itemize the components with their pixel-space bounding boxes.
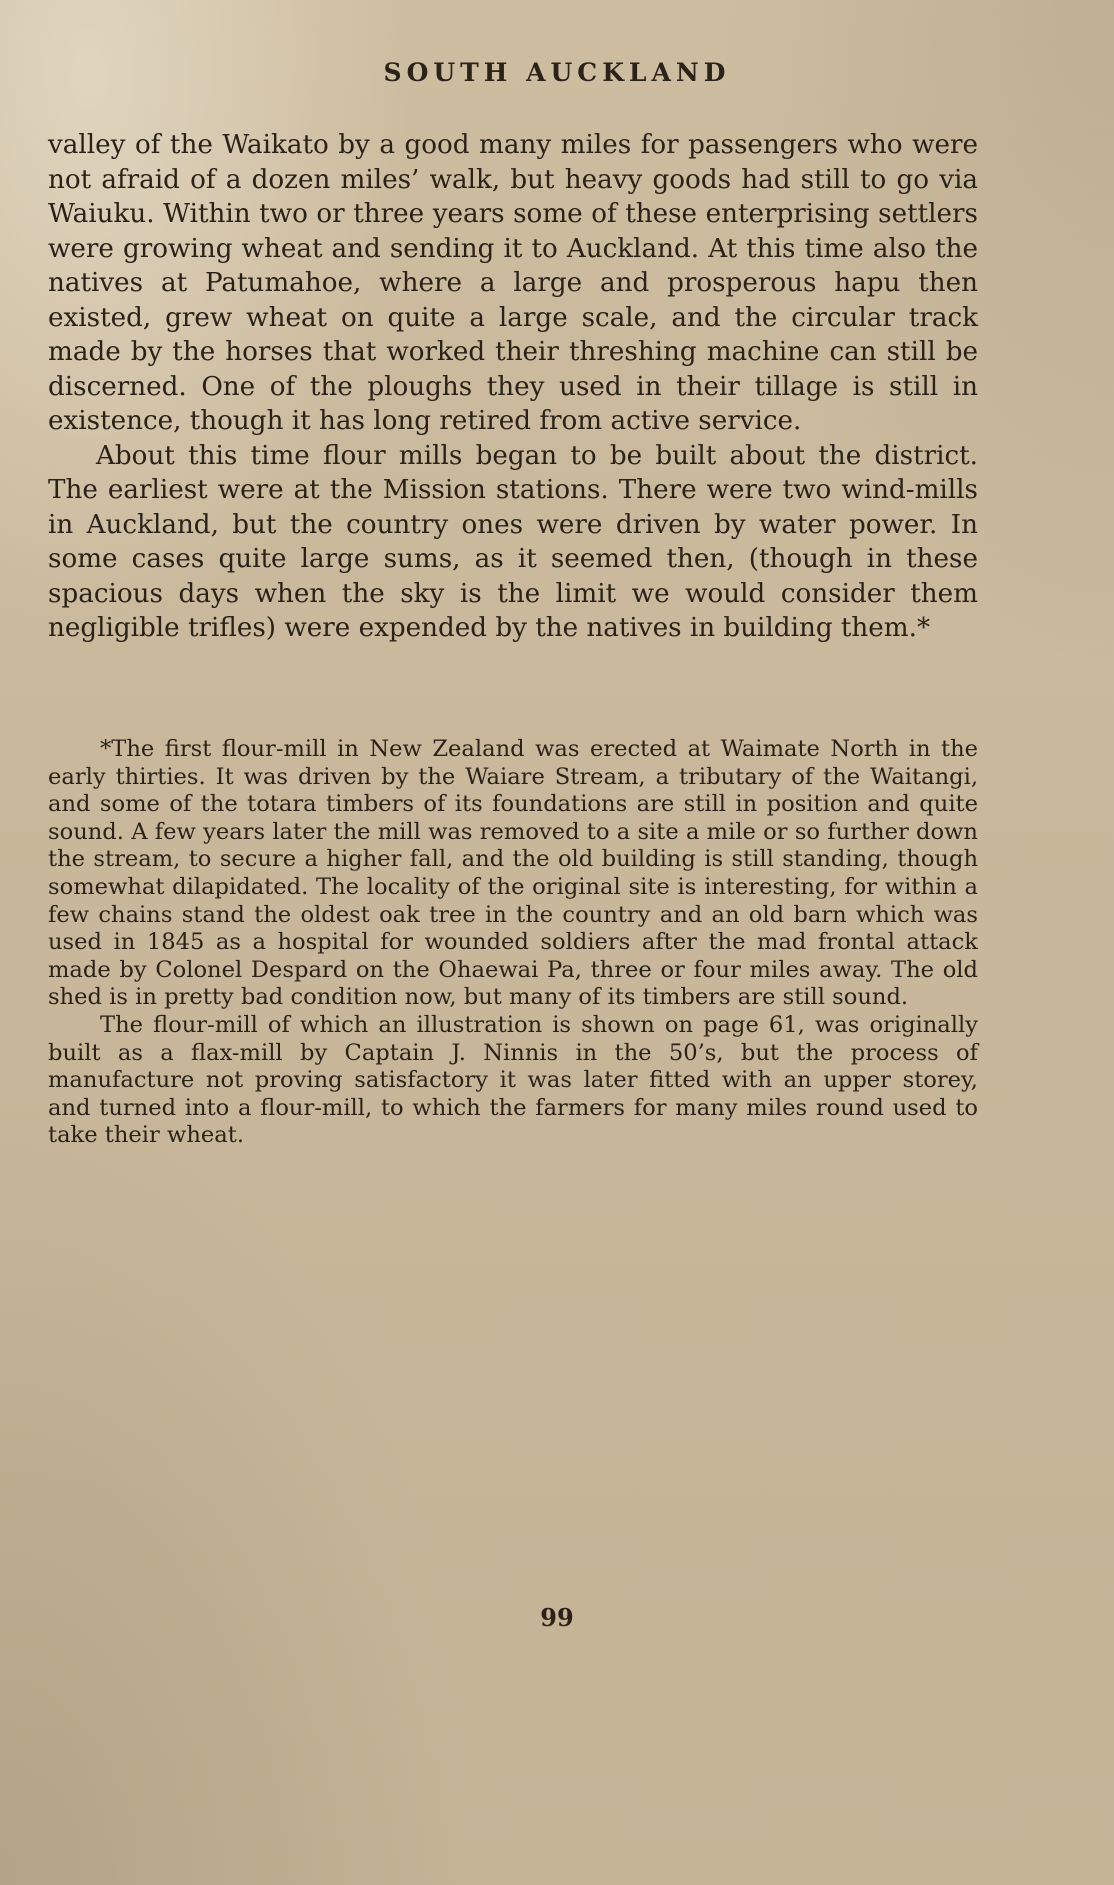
footnote-paragraph-2: The flour-mill of which an illustration is shown on page 61, was originally built as a flax-mill by Captain J. Ninnis in the 50’s, but the process of manufacture not proving satisfactory it was later fitted with an upper storey, and turned into a flour-mill, to which the farmers for many miles round used to take their wheat. bbox=[48, 1011, 978, 1149]
footnote-block bbox=[48, 736, 978, 1150]
footnote-paragraph-1: *The first flour-mill in New Zealand was erected at Waimate North in the early thirties. It was driven by the Waiare Stream, a tributary of the Waitangi, and some of the totara timbers of its foundations are still in position and quite sound. A few years later the mill was removed to a site a mile or so further down the stream, to secure a higher fall, and the old building is still standing, though somewhat dilapidated. The locality of the original site is interesting, for within a few chains stand the oldest oak tree in the country and an old barn which was used in 1845 as a hospital for wounded soldiers after the mad frontal attack made by Colonel Despard on the Ohaewai Pa, three or four miles away. The old shed is in pretty bad condition now, but many of its timbers are still sound. bbox=[48, 736, 978, 1011]
main-text bbox=[48, 128, 978, 646]
body-paragraph-2: About this time flour mills began to be built about the district. The earliest were at the Mission stations. There were two wind-mills in Auckland, but the country ones were driven by water power. In some cases quite large sums, as it seemed then, (though in these spacious days when the sky is the limit we would consider them negligible trifles) were expended by the natives in building them.* bbox=[48, 440, 978, 643]
page-number: 99 bbox=[540, 1603, 574, 1632]
running-head: SOUTH AUCKLAND bbox=[383, 58, 731, 87]
body-paragraph-1: valley of the Waikato by a good many miles for passengers who were not afraid of a dozen miles’ walk, but heavy goods had still to go via Waiuku. Within two or three years some of these enterprising settlers were growing wheat and sending it to Auckland. At this time also the natives at Patumahoe, where a large and prosperous hapu then existed, grew wheat on quite a large scale, and the circular track made by the horses that worked their threshing machine can still be discerned. One of the ploughs they used in their tillage is still in existence, though it has long retired from active service. bbox=[48, 130, 978, 436]
